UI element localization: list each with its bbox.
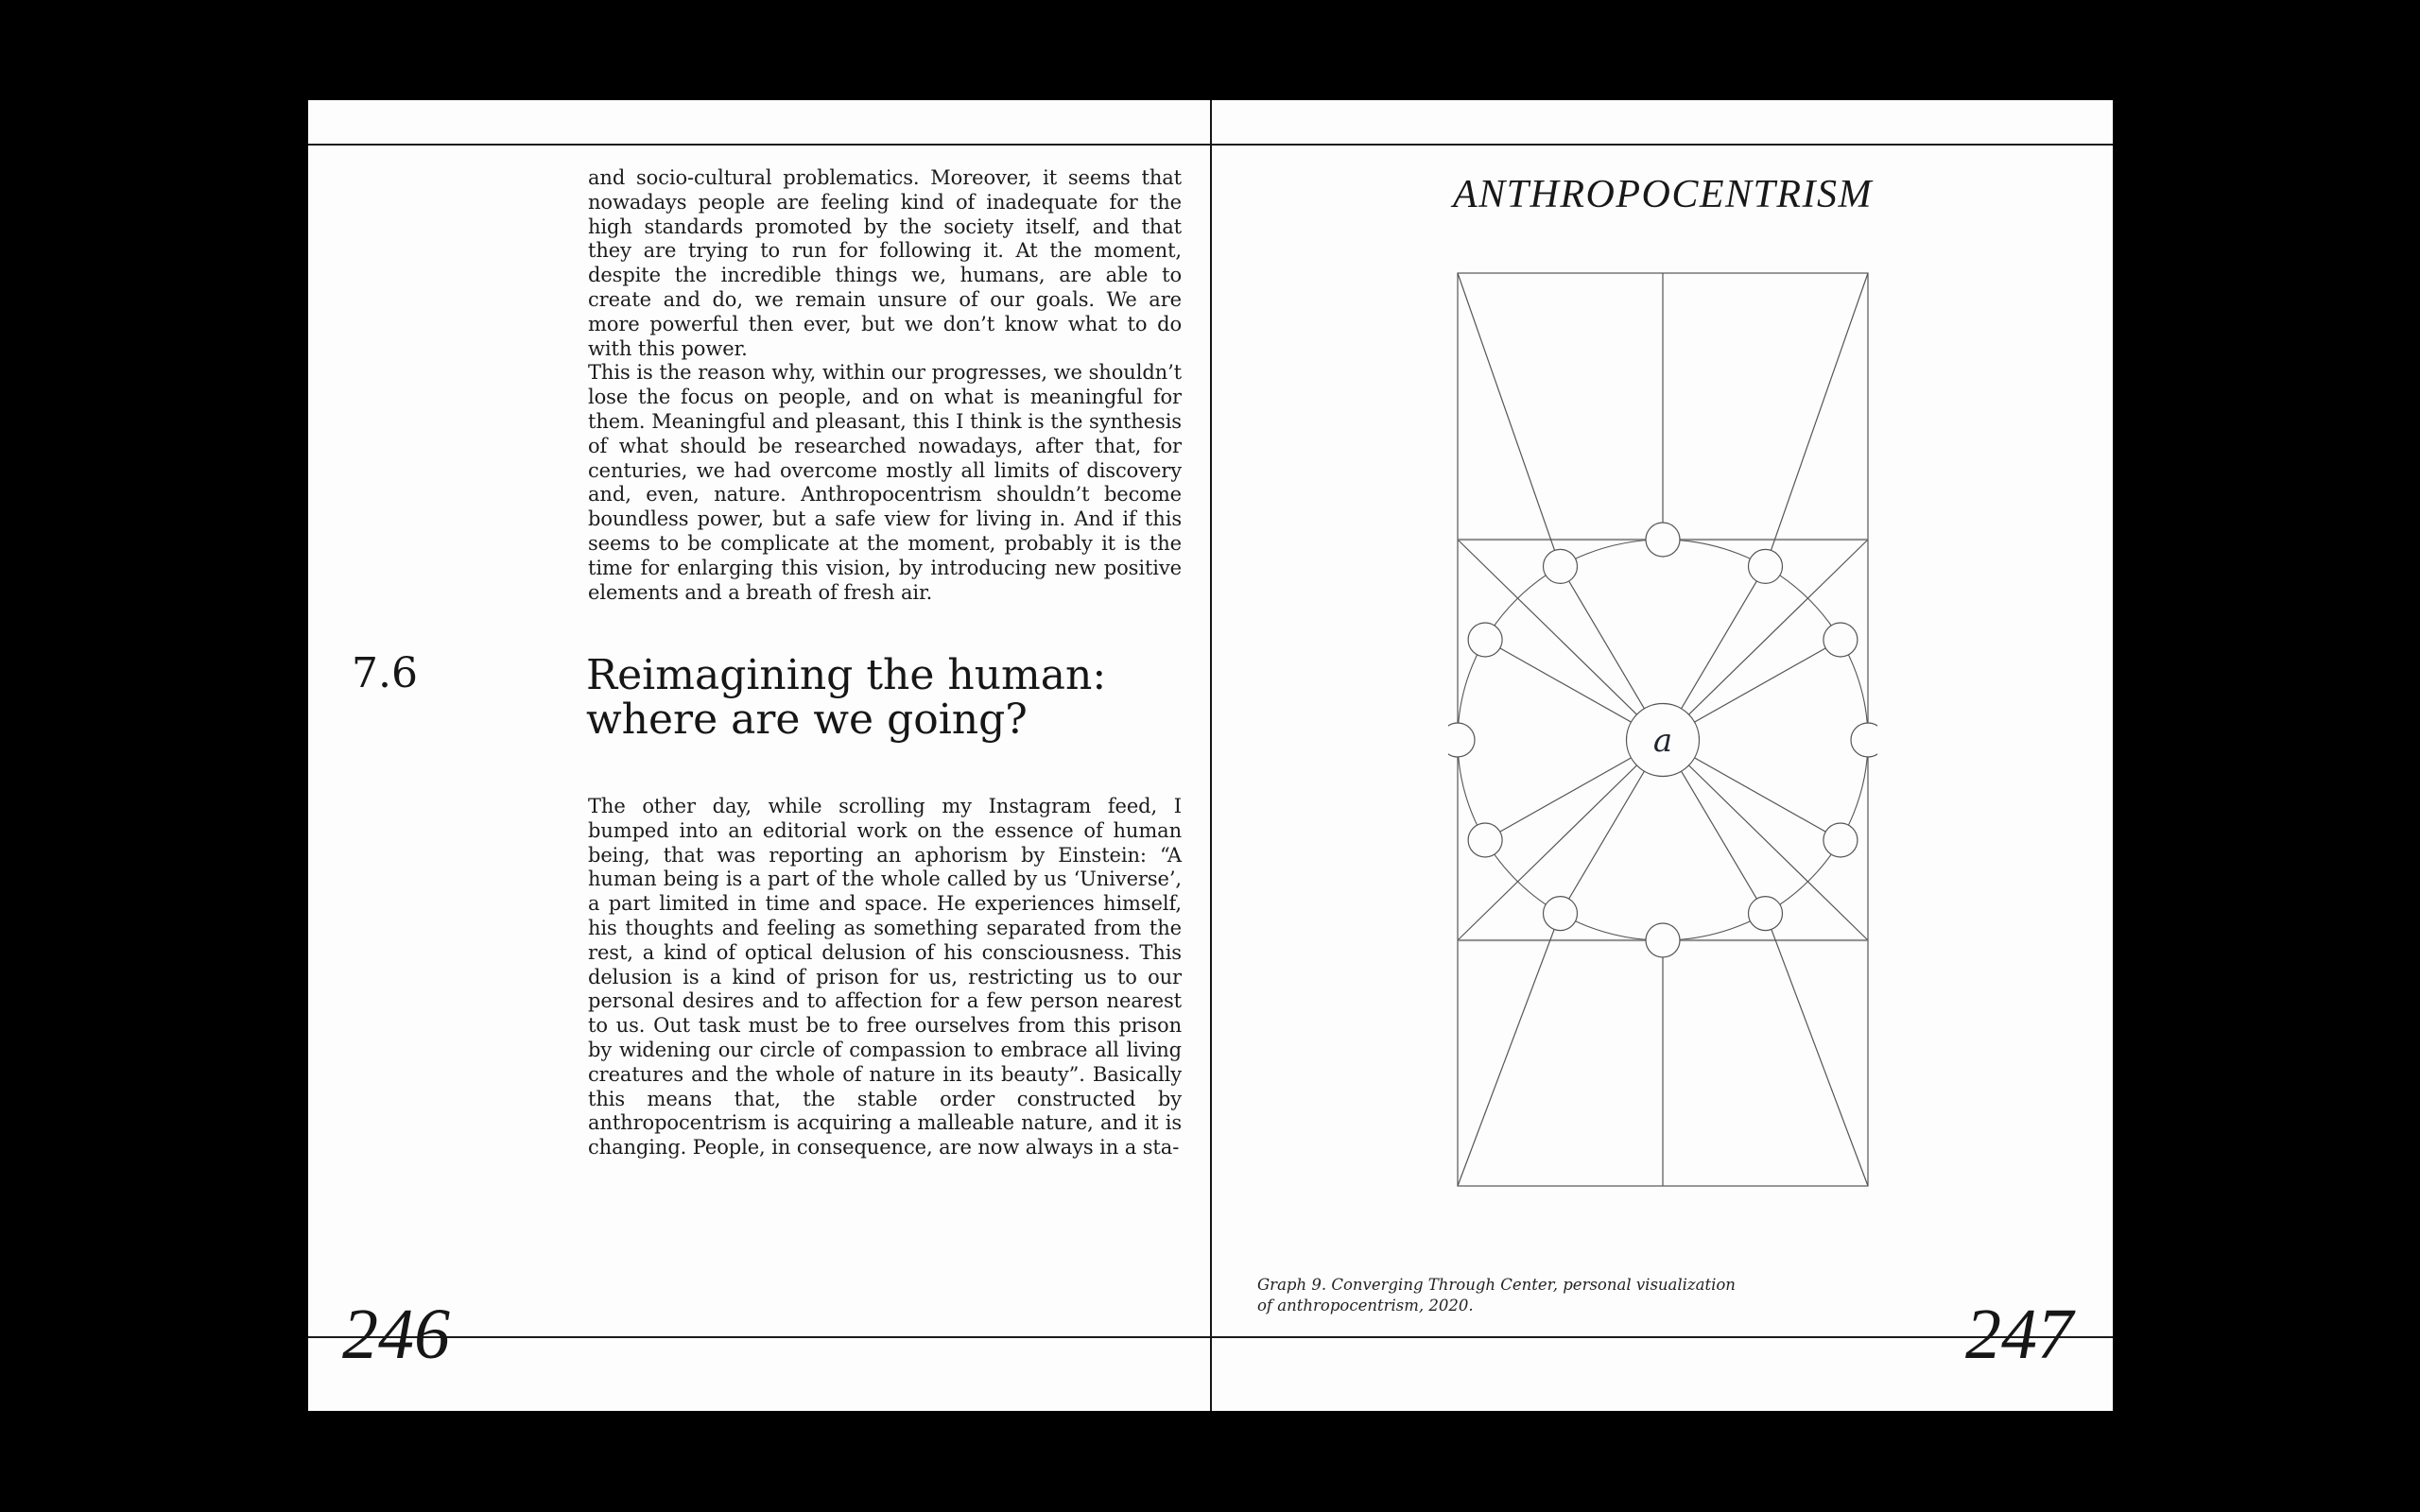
ring-node-circle: [1544, 549, 1578, 583]
ring-node-circle: [1468, 623, 1502, 657]
left-page-text-column-top: [588, 166, 1182, 605]
corner-line-bottom-right: [1766, 914, 1869, 1186]
ring-node-circle: [1544, 897, 1578, 931]
ring-node-circle: [1824, 623, 1858, 657]
paragraph: and socio-cultural problematics. Moreover, it seems that nowadays people are feeling kind of inadequate for the high standards promoted by the society itself, and that they are trying to run for following it. At the moment, despite the incredible things we, humans, are able to create and do, we remain unsure of our goals. We are more powerful then ever, but we don’t know what to do with this power.: [588, 166, 1182, 360]
ring-node-circle: [1824, 823, 1858, 857]
corner-line-bottom-left: [1458, 914, 1561, 1186]
section-heading-line2: where are we going?: [586, 696, 1028, 744]
anthropocentrism-diagram: [1448, 267, 1877, 1195]
figure-caption: [1257, 1275, 1787, 1316]
ring-node-circle: [1448, 723, 1475, 757]
page-number-right: 247: [1965, 1295, 2073, 1374]
section-heading-line1: Reimagining the human:: [586, 651, 1107, 699]
corner-line-top-left: [1458, 273, 1561, 566]
center-node-label: a: [1652, 722, 1673, 760]
figure-caption-line1: Graph 9. Converging Through Center, personal visualization: [1257, 1276, 1736, 1294]
section-heading: [586, 653, 1191, 742]
ring-node-circle: [1749, 897, 1783, 931]
ring-node-circle: [1749, 549, 1783, 583]
ring-node-circle: [1646, 923, 1680, 957]
page-number-left: 246: [342, 1295, 450, 1374]
left-page-text-column-bottom: [588, 795, 1182, 1160]
ring-node-circle: [1851, 723, 1877, 757]
running-title: ANTHROPOCENTRISM: [1453, 173, 1873, 216]
page-fold-line: [1210, 100, 1212, 1411]
paragraph: This is the reason why, within our progresses, we shouldn’t lose the focus on people, and on what is meaningful for them. Meaningful and pleasant, this I think is the synthesis of what should be researched nowadays, after that, for centuries, we had overcome mostly all limits of discovery and, even, nature. Anthropocentrism shouldn’t become boundless power, but a safe view for living in. And if this seems to be complicate at the moment, probably it is the time for enlarging this vision, by introducing new positive elements and a breath of fresh air.: [588, 361, 1182, 604]
book-spread: [308, 100, 2113, 1411]
section-number: 7.6: [352, 649, 418, 697]
corner-line-top-right: [1766, 273, 1869, 566]
paragraph: The other day, while scrolling my Instagram feed, I bumped into an editorial work on the essence of human being, that was reporting an aphorism by Einstein: “A human being is a part of the whole called by us ‘Universe’, a part limited in time and space. He experiences himself, his thoughts and feeling as something separated from the rest, a kind of optical delusion of his consciousness. This delusion is a kind of prison for us, restricting us to our personal desires and to affection for a few person nearest to us. Out task must be to free ourselves from this prison by widening our circle of compassion to embrace all living creatures and the whole of nature in its beauty”. Basically this means that, the stable order constructed by anthropocentrism is acquiring a malleable nature, and it is changing. People, in consequence, are now always in a sta-: [588, 795, 1182, 1160]
ring-node-circle: [1468, 823, 1502, 857]
ring-node-circle: [1646, 523, 1680, 557]
figure-caption-line2: of anthropocentrism, 2020.: [1257, 1297, 1474, 1314]
